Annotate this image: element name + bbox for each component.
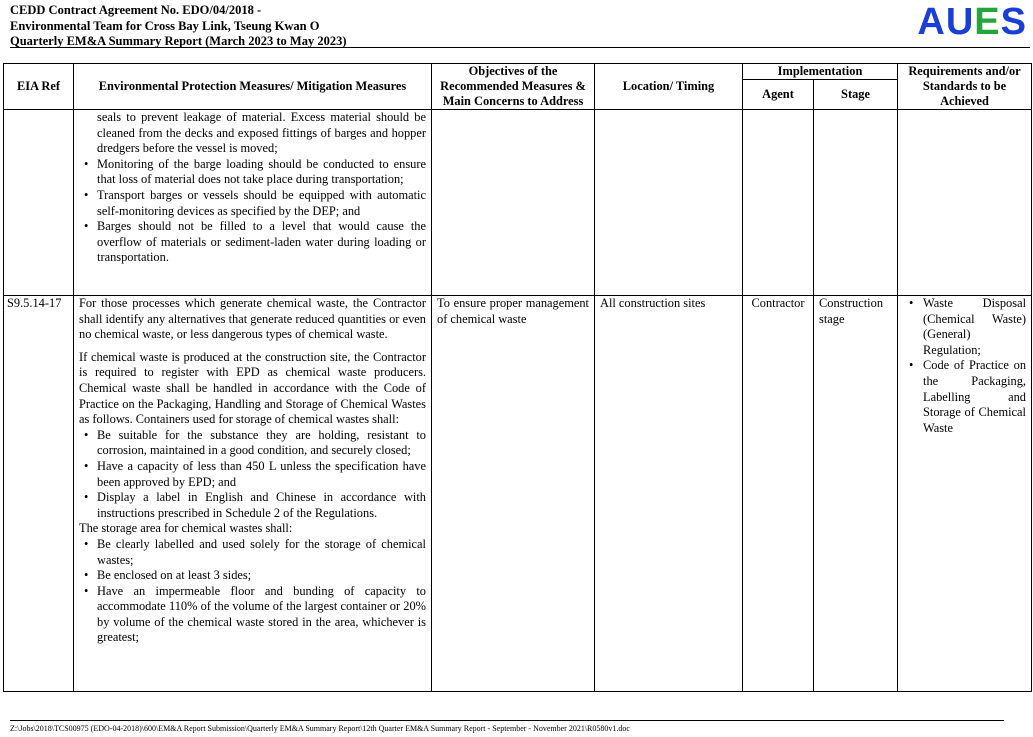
footer-file-path: Z:\Jobs\2018\TCS00975 (EDO-04-2018)\600\EM&A Report Submission\Quarterly EM&A Summary Report\12th Quarter EM&A Summary Report - September - November 2021\R0580v1.doc	[10, 724, 630, 733]
logo-part-au: AU	[917, 1, 975, 43]
measures-cell-continued	[74, 110, 432, 296]
list-item: • Transport barges or vessels should be equipped with automatic self-monitoring devices as specified by the DEP; and	[97, 188, 426, 219]
list-item: • Code of Practice on the Packaging, Labelling and Storage of Chemical Waste	[923, 358, 1026, 436]
list-item: • Barges should not be filled to a level that would cause the overflow of materials or sediment-laden water during loading or transportation.	[97, 219, 426, 266]
aues-logo	[917, 0, 1027, 44]
list-item: • Be clearly labelled and used solely for the storage of chemical wastes;	[97, 537, 426, 568]
team-title: Environmental Team for Cross Bay Link, Tseung Kwan O	[10, 18, 320, 33]
table-row	[4, 296, 1032, 692]
logo-part-s: S	[1000, 1, 1027, 43]
list-item: • Waste Disposal (Chemical Waste) (General) Regulation;	[923, 296, 1026, 358]
document-header	[10, 3, 347, 50]
agent-cell: Contractor	[743, 296, 814, 692]
list-item: • Monitoring of the barge loading should be conducted to ensure that loss of material does not take place during transportation;	[97, 157, 426, 188]
header-implementation: Implementation	[743, 64, 898, 80]
logo-part-e: E	[974, 1, 1001, 43]
mitigation-measures-table	[3, 63, 1032, 692]
header-objectives: Objectives of the Recommended Measures & Main Concerns to Address	[432, 64, 595, 110]
continued-text: seals to prevent leakage of material. Excess material should be cleaned from the decks and exposed fittings of barges and hopper dredgers before the vessel is moved;	[97, 110, 426, 156]
list-item: • Have an impermeable floor and bunding of capacity to accommodate 110% of the volume of the largest container or 20% by volume of the chemical waste stored in the area, whichever is greatest;	[97, 584, 426, 646]
location-cell-empty	[595, 110, 743, 296]
list-item: • Display a label in English and Chinese in accordance with instructions prescribed in Schedule 2 of the Regulations.	[97, 490, 426, 521]
requirements-list	[903, 296, 1026, 436]
header-eia-ref: EIA Ref	[4, 64, 74, 110]
stage-cell: Construction stage	[814, 296, 898, 692]
list-item: • Be suitable for the substance they are holding, resistant to corrosion, maintained in a good condition, and securely closed;	[97, 428, 426, 459]
barge-bullet-list	[79, 157, 426, 266]
eia-ref-cell-empty	[4, 110, 74, 296]
eia-ref-cell: S9.5.14-17	[4, 296, 74, 692]
header-divider	[10, 47, 1030, 48]
contract-title: CEDD Contract Agreement No. EDO/04/2018 -	[10, 3, 262, 17]
objectives-cell: To ensure proper management of chemical waste	[432, 296, 595, 692]
chemical-waste-para-1: For those processes which generate chemical waste, the Contractor shall identify any alternatives that generate reduced quantities or even no chemical waste, or less dangerous types of chemical waste.	[79, 296, 426, 342]
requirements-cell-empty	[898, 110, 1032, 296]
header-stage: Stage	[814, 80, 898, 110]
list-item: • Be enclosed on at least 3 sides;	[97, 568, 426, 584]
report-title: Quarterly EM&A Summary Report (March 2023 to May 2023)	[10, 34, 347, 48]
container-bullet-list	[79, 428, 426, 522]
measures-cell	[74, 296, 432, 692]
objectives-cell-empty	[432, 110, 595, 296]
chemical-waste-para-2: If chemical waste is produced at the construction site, the Contractor is required to register with EPD as chemical waste producers. Chemical waste shall be handled in accordance with the Code of Practice on the Packaging, Handling and Storage of Chemical Wastes as follows. Containers used for storage of chemical wastes shall:	[79, 349, 426, 427]
requirements-cell	[898, 296, 1032, 692]
location-cell: All construction sites	[595, 296, 743, 692]
header-agent: Agent	[743, 80, 814, 110]
agent-cell-empty	[743, 110, 814, 296]
footer-divider	[10, 720, 1004, 721]
storage-intro: The storage area for chemical wastes shall:	[79, 521, 293, 536]
storage-bullet-list	[79, 537, 426, 646]
header-location: Location/ Timing	[595, 64, 743, 110]
stage-cell-empty	[814, 110, 898, 296]
header-measures: Environmental Protection Measures/ Mitigation Measures	[74, 64, 432, 110]
table-row	[4, 110, 1032, 296]
header-requirements: Requirements and/or Standards to be Achieved	[898, 64, 1032, 110]
list-item: • Have a capacity of less than 450 L unless the specification have been approved by EPD; and	[97, 459, 426, 490]
